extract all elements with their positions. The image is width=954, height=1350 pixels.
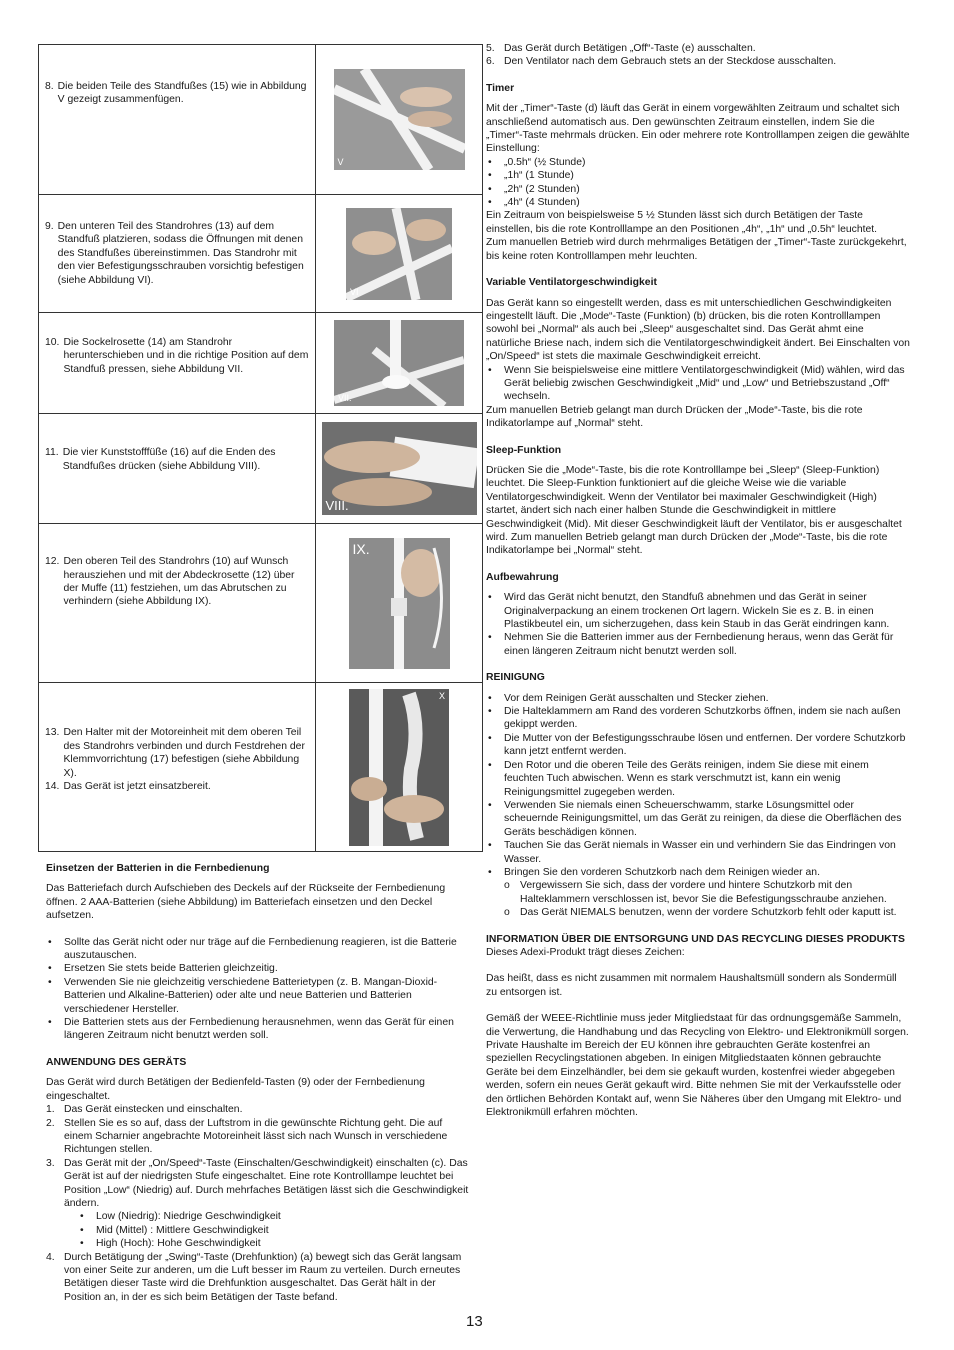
step-text: Den oberen Teil des Standrohrs (10) auf Wunsch herausziehen und mit der Abdeckrosette (12) über der Muffe (11) festziehen, um das Abrutschen zu verhindern (siehe Abbildung IX). — [63, 556, 295, 608]
step-cell — [39, 45, 316, 195]
usage-list — [46, 1103, 472, 1304]
step-row-12 — [39, 524, 483, 683]
list-item: • Vor dem Reinigen Gerät ausschalten und Stecker ziehen. — [486, 692, 910, 705]
list-item: o Vergewissern Sie sich, dass der vordere und hintere Schutzkorb mit den Halteklammern verschlossen ist, bevor Sie die Befestigungsschraube anziehen. — [504, 879, 910, 906]
list-item: • „4h“ (4 Stunden) — [486, 196, 910, 209]
variable-intro: Das Gerät kann so eingestellt werden, dass es mit unterschiedlichen Geschwindigkeiten eingestellt läuft. Die „Mode“-Taste (Funktion) (b) drücken, bis die roten Kontrolllampen sowohl bei „Normal“ als auch bei „Sleep“ ausgeschaltet sind. Das Gerät ahmt eine natürliche Briese nach, indem sich die Ventilatorgeschwindigkeit ändert. Bei Einschalten von „On/Speed“ ist stets die maximale Geschwindigkeit erreicht. — [486, 297, 910, 363]
storage-heading: Aufbewahrung — [486, 571, 559, 583]
list-item: • Wird das Gerät nicht benutzt, den Standfuß abnehmen und das Gerät in seiner Originalverpackung an einem trockenen Ort lagern. Wickeln Sie es z. B. in einen Plastikbeutel ein, um sicherzugehen, dass kein Staub in das Gerät eindringen kann. — [486, 591, 910, 631]
step-number: 8. — [45, 80, 54, 92]
step-text: Die Sockelrosette (14) am Standrohr herunterschieben und in die richtige Position auf dem Standfuß pressen, siehe Abbildung VII. — [63, 336, 309, 375]
usage-list-continued — [486, 42, 910, 69]
list-item: • Die Batterien stets aus der Fernbedienung herausnehmen, wenn das Gerät für einen längeren Zeitraum nicht benutzt werden soll. — [46, 1016, 472, 1043]
step-row-11 — [39, 414, 483, 524]
list-item: • High (Hoch): Hohe Geschwindigkeit — [78, 1237, 472, 1250]
figure-label: VII. — [338, 393, 352, 403]
figure-cell — [316, 683, 483, 852]
cleaning-sublist — [486, 879, 910, 919]
assembly-steps-table — [38, 44, 483, 852]
batteries-heading: Einsetzen der Batterien in die Fernbedienung — [46, 863, 270, 874]
figure-vii-photo — [334, 320, 464, 406]
list-item: • „1h“ (1 Stunde) — [486, 169, 910, 182]
list-item: • Ersetzen Sie stets beide Batterien gleichzeitig. — [46, 962, 472, 975]
variable-heading: Variable Ventilatorgeschwindigkeit — [486, 277, 657, 289]
step-number: 14. — [45, 781, 60, 793]
right-column — [486, 42, 910, 1119]
sleep-text: Drücken Sie die „Mode“-Taste, bis die rote Kontrolllampe bei „Sleep“ (Sleep-Funktion) leuchtet. Die Sleep-Funktion funktioniert auf die gleiche Weise wie die variable Ventilatorgeschwindigkeit. Wenn der Ventilator bei maximaler Geschwindigkeit (High) startet, ändert sich nach einer halben Stunde die Geschwindigkeit in mittlere Geschwindigkeit (Mid). Mit dieser Geschwindigkeit läuft der Ventilator, bis er ausgeschaltet wird. Zum manuellen Betrieb gelangt man durch Drücken der „Mode“-Taste, bis die rote Indikatorlampe bei „Normal“ steht. — [486, 464, 902, 557]
cleaning-heading: REINIGUNG — [486, 672, 545, 684]
disposal-heading: INFORMATION ÜBER DIE ENTSORGUNG UND DAS RECYCLING DIESES PRODUKTS — [486, 933, 905, 945]
timer-outro-2: Zum manuellen Betrieb wird durch mehrmaliges Betätigen der „Timer“-Taste zurückgekehrt, bis keine roten Kontrolllampen mehr leuchten. — [486, 237, 907, 262]
variable-outro: Zum manuellen Betrieb gelangt man durch Drücken der „Mode“-Taste, bis die rote Indikatorlampe auf „Normal“ steht. — [486, 404, 863, 430]
list-item: 6. Den Ventilator nach dem Gebrauch stets an der Steckdose ausschalten. — [486, 56, 837, 68]
step-number: 10. — [45, 336, 60, 348]
list-item: • Die Mutter von der Befestigungsschraube lösen und entfernen. Der vordere Schutzkorb kann jetzt entfernt werden. — [486, 732, 910, 759]
list-item: • Verwenden Sie nie gleichzeitig verschiedene Batterietypen (z. B. Mangan-Dioxid-Batterien und Alkaline-Batterien) oder alte und neue Batterien und Batterien verschiedener Hersteller. — [46, 976, 472, 1016]
figure-x-drawing — [349, 689, 449, 846]
figure-v-drawing — [334, 69, 465, 170]
figure-cell — [316, 45, 483, 195]
list-item: 2. Stellen Sie es so auf, dass der Luftstrom in die gewünschte Richtung geht. Die auf einem Scharnier angebrachte Motoreinheit lässt sich nach Wunsch in verschiedene Richtungen stellen. — [46, 1117, 448, 1156]
disposal-p3: Gemäß der WEEE-Richtlinie muss jeder Mitgliedstaat für das ordnungsgemäße Sammeln, die Verwertung, die Handhabung und das Recycling von Elektro- und Elektronikmüll sorgen. Private Haushalte im Bereich der EU können ihre gebrauchten Geräte kostenfrei an speziellen Recyclingstationen abgeben. In einigen Mitgliedstaaten können gebrauchte Geräte bei dem Einzelhändler, bei dem sie gekauft wurden, kostenfrei wieder abgegeben werden, sofern ein neues Gerät gekauft wird. Bitte nehmen Sie mit der Verkaufsstelle oder den örtlichen Behörden Kontakt auf, wenn Sie Näheres über den Umgang mit Elektro- und Elektronikmüll erfahren möchten. — [486, 1013, 909, 1119]
step-cell — [39, 683, 316, 852]
list-item: 1. Das Gerät einstecken und einschalten. — [46, 1104, 243, 1116]
figure-label: VI — [350, 286, 359, 297]
figure-vi-drawing — [346, 208, 452, 300]
list-item: • Die Halteklammern am Rand des vorderen Schutzkorbs öffnen, indem sie nach außen gekippt werden. — [486, 705, 910, 732]
list-item: 5. Das Gerät durch Betätigen „Off“-Taste (e) ausschalten. — [486, 43, 756, 54]
figure-label: VIII. — [325, 498, 349, 513]
list-item: • „2h“ (2 Stunden) — [486, 183, 910, 196]
figure-vii-drawing — [334, 320, 464, 406]
list-item: o Das Gerät NIEMALS benutzen, wenn der vordere Schutzkorb fehlt oder kaputt ist. — [504, 906, 910, 919]
disposal-p2: Das heißt, dass es nicht zusammen mit normalem Haushaltsmüll sondern als Sondermüll zu entsorgen ist. — [486, 973, 897, 998]
timer-intro: Mit der „Timer“-Taste (d) läuft das Gerät in einem vorgewählten Zeitraum und schaltet sich anschließend automatisch aus. Den gewünschten Zeitraum einstellen, indem Sie die „Timer“-Taste mehrmals drücken. Ein oder mehrere rote Kontrolllampen zeigen die gewählte Einstellung: — [486, 103, 910, 155]
figure-vi-photo — [346, 208, 452, 300]
batteries-intro: Das Batteriefach durch Aufschieben des Deckels auf der Rückseite der Fernbedienung öffnen. 2 AAA-Batterien (siehe Abbildung) im Batteriefach einsetzen und den Deckel aufsetzen. — [46, 883, 446, 922]
figure-cell — [316, 313, 483, 414]
step-row-13 — [39, 683, 483, 852]
figure-v-photo — [334, 69, 465, 170]
list-item: 3. Das Gerät mit der „On/Speed“-Taste (Einschalten/Geschwindigkeit) einschalten (c). Das Gerät ist auf der niedrigsten Stufe eingeschaltet. Eine rote Kontrolllampe leuchtet bei Position „Low“ (Niedrig) auf. Durch mehrfaches Betätigen lässt sich die Geschwindigkeit ändern. • Low (Niedrig): Niedrige Geschwindigkeit • Mid (Mittel) : Mittlere Geschwindigkeit • High (Hoch): Hohe Geschwindigkeit — [46, 1157, 472, 1251]
step-row-9 — [39, 195, 483, 313]
step-cell — [39, 414, 316, 524]
step-cell — [39, 313, 316, 414]
figure-label: V — [337, 157, 344, 167]
left-column — [38, 44, 472, 1304]
figure-cell — [316, 524, 483, 683]
step-text: Die beiden Teile des Standfußes (15) wie in Abbildung V gezeigt zusammenfügen. — [57, 80, 307, 105]
batteries-list — [46, 936, 472, 1043]
timer-outro: Ein Zeitraum von beispielsweise 5 ½ Stunden lässt sich durch Betätigen der Taste einstellen, bis die rote Kontrolllampe an den Positionen „4h“, „1h“ und „0.5h“ leuchtet. — [486, 210, 878, 235]
disposal-p1: Dieses Adexi-Produkt trägt dieses Zeichen: — [486, 946, 685, 958]
step-cell — [39, 195, 316, 313]
step-text: Den unteren Teil des Standrohres (13) auf dem Standfuß platzieren, sodass die Öffnungen mit denen des Standfußes übereinstimmen. Das Standrohr mit den vier Befestigungsschrauben vorsichtig befestigen (siehe Abbildung VI). — [57, 220, 304, 286]
list-item: • „0.5h“ (½ Stunde) — [486, 156, 910, 169]
list-item: • Verwenden Sie niemals einen Scheuerschwamm, starke Lösungsmittel oder scheuernde Reinigungsmittel, um das Gerät zu reinigen, da diese die Oberflächen des Geräts beschädigen können. — [486, 799, 910, 839]
step-number: 13. — [45, 727, 60, 739]
figure-cell — [316, 414, 483, 524]
figure-x-photo — [349, 689, 449, 846]
list-item: • Nehmen Sie die Batterien immer aus der Fernbedienung heraus, wenn das Gerät für einen längeren Zeitraum nicht benutzt werden soll. — [486, 631, 910, 658]
step-text: Die vier Kunststofffüße (16) auf die Enden des Standfußes drücken (siehe Abbildung VIII). — [62, 447, 276, 472]
list-item: • Mid (Mittel) : Mittlere Geschwindigkeit — [78, 1224, 472, 1237]
list-item: • Wenn Sie beispielsweise eine mittlere Ventilatorgeschwindigkeit (Mid) wählen, wird das Gerät beliebig zwischen Geschwindigkeit „Mid“ und „Low“ und Betriebszustand „Off“ wechseln. — [486, 364, 910, 404]
figure-cell — [316, 195, 483, 313]
left-text-below-table — [38, 862, 472, 1304]
list-item: • Low (Niedrig): Niedrige Geschwindigkeit — [78, 1210, 472, 1223]
list-item: • Den Rotor und die oberen Teile des Geräts reinigen, indem Sie diese mit einem feuchten Tuch abwischen. Wenn es stark verschmutzt ist, kann ein wenig Reinigungsmittel zugegeben werden. — [486, 759, 910, 799]
storage-list — [486, 591, 910, 658]
page-number: 13 — [466, 1313, 483, 1330]
list-item: • Bringen Sie den vorderen Schutzkorb nach dem Reinigen wieder an. — [486, 866, 910, 879]
step-text: Den Halter mit der Motoreinheit mit dem oberen Teil des Standrohrs verbinden und durch Festdrehen der Klemmvorrichtung (17) befestigen (siehe Abbildung X). — [63, 727, 305, 779]
cleaning-list — [486, 692, 910, 880]
step-number: 9. — [45, 220, 54, 232]
step-number: 12. — [45, 556, 60, 568]
step-row-8 — [39, 45, 483, 195]
figure-label: X — [438, 690, 445, 701]
list-item: 4. Durch Betätigung der „Swing“-Taste (Drehfunktion) (a) bewegt sich das Gerät langsam von einer Seite zur anderen, um die Luft besser im Raum zu verteilen. Durch erneutes Betätigen dieser Taste wird die Drehfunktion ausgeschaltet. Das Gerät hält in der Position an, in der es sich beim Betätigen der Taste befand. — [46, 1251, 462, 1303]
step-row-10 — [39, 313, 483, 414]
figure-ix-photo — [349, 538, 450, 669]
timer-options — [486, 156, 910, 210]
figure-viii-photo — [322, 422, 477, 515]
figure-label: IX. — [352, 540, 370, 557]
usage-heading: ANWENDUNG DES GERÄTS — [46, 1056, 187, 1068]
step-number: 11. — [45, 447, 59, 459]
variable-list — [486, 364, 910, 404]
step-cell — [39, 524, 316, 683]
timer-heading: Timer — [486, 82, 515, 94]
step-text: Das Gerät ist jetzt einsatzbereit. — [63, 781, 211, 793]
usage-intro: Das Gerät wird durch Betätigen der Bedienfeld-Tasten (9) oder der Fernbedienung eingeschaltet. — [46, 1077, 425, 1102]
sleep-heading: Sleep-Funktion — [486, 444, 562, 456]
figure-ix-drawing — [349, 538, 450, 669]
list-item: • Sollte das Gerät nicht oder nur träge auf die Fernbedienung reagieren, ist die Batterie auszutauschen. — [46, 936, 472, 963]
list-item: • Tauchen Sie das Gerät niemals in Wasser ein und verhindern Sie das Eindringen von Wasser. — [486, 839, 910, 866]
speed-list — [64, 1210, 472, 1250]
